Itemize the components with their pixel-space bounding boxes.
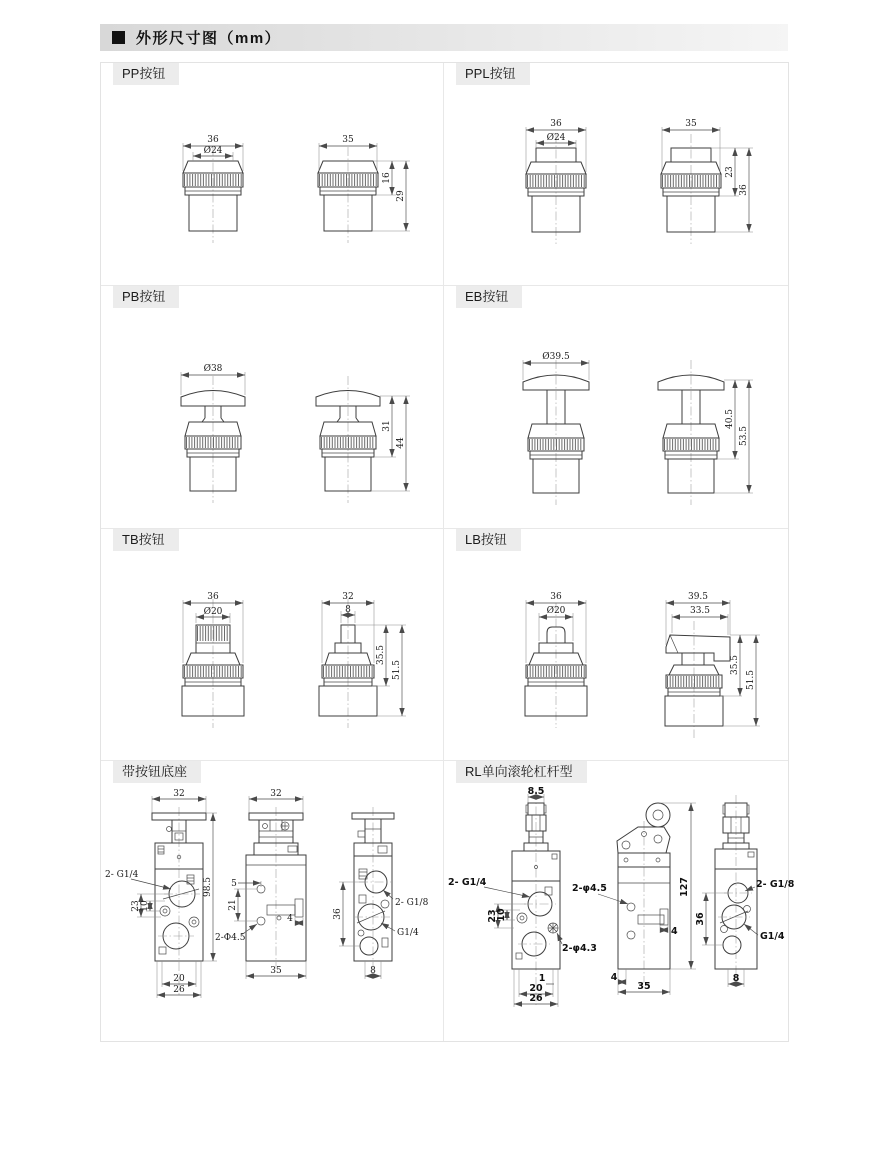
dim-label: 32 — [270, 789, 282, 799]
port-label: 2- G1/4 — [448, 877, 487, 888]
pp-front-view — [183, 135, 243, 243]
lb-side-view — [665, 592, 760, 738]
lb-front-view — [525, 592, 587, 728]
eb-drawing — [444, 316, 787, 521]
panel-ppl — [444, 63, 788, 286]
lb-drawing — [444, 569, 787, 759]
pb-side-view — [316, 376, 410, 503]
dim-label: 26 — [173, 985, 185, 995]
dim-label: Ø39.5 — [542, 352, 570, 362]
dim-label: 51.5 — [746, 669, 756, 691]
base-front-view — [105, 789, 217, 998]
panel-eb — [444, 286, 788, 529]
port-label: 2- G1/4 — [105, 870, 139, 880]
dim-label: Ø38 — [203, 364, 223, 374]
rl-back-view — [695, 795, 795, 987]
dim-label: 16 — [382, 172, 392, 184]
dim-label: 40.5 — [725, 408, 735, 430]
tb-front-view — [182, 592, 244, 728]
page-title: 外形尺寸图（mm） — [136, 30, 282, 47]
dim-label: 23 — [487, 909, 498, 923]
dim-label: 8 — [732, 973, 740, 984]
dim-label: Ø24 — [546, 133, 566, 143]
panel-tb-title: TB按钮 — [113, 529, 179, 551]
pp-drawing — [101, 113, 444, 293]
eb-side-view — [658, 360, 753, 505]
ppl-side-view — [661, 119, 753, 244]
panel-lb — [444, 529, 788, 761]
dim-label: 51.5 — [392, 659, 402, 681]
dim-label: 20 — [173, 974, 185, 984]
dim-label: 127 — [679, 877, 690, 897]
dim-label: 35.5 — [376, 644, 386, 666]
panel-rl — [444, 761, 795, 1041]
dim-label: 20 — [529, 983, 543, 994]
hole-label: 2-φ4.3 — [562, 943, 597, 954]
dim-label: 35 — [685, 119, 697, 129]
dim-label: 8 — [370, 966, 376, 976]
dim-label: 4 — [287, 914, 293, 924]
panel-pb-title: PB按钮 — [113, 286, 179, 308]
dim-label: 8.5 — [527, 786, 545, 797]
dim-label: 36 — [333, 908, 343, 920]
dim-label: 44 — [396, 437, 406, 449]
dim-label: 5 — [231, 879, 237, 889]
dim-label: Ø20 — [203, 607, 223, 617]
eb-front-view — [523, 351, 589, 505]
port-label: 2- G1/8 — [756, 879, 795, 890]
dim-label: 4 — [610, 972, 618, 983]
tb-side-view — [319, 592, 406, 728]
panel-rl-title: RL单向滚轮杠杆型 — [456, 761, 587, 783]
tb-drawing — [101, 569, 444, 759]
dim-label: 35 — [637, 981, 651, 992]
ppl-front-view — [526, 119, 586, 244]
pb-front-view — [181, 363, 245, 503]
dim-label: 98.5 — [203, 876, 213, 898]
base-side-view — [215, 789, 306, 979]
dim-label: 35 — [342, 135, 354, 145]
dim-label: 21 — [228, 899, 238, 911]
dim-label: 36 — [550, 119, 562, 129]
dim-label: 26 — [529, 993, 543, 1004]
panel-base-title: 带按钮底座 — [113, 761, 201, 783]
dim-label: 35 — [270, 966, 282, 976]
panel-tb — [101, 529, 444, 761]
dim-label: 36 — [695, 912, 706, 926]
dim-label: 36 — [739, 184, 749, 196]
dim-label: 10 — [140, 900, 150, 912]
dim-label: 29 — [396, 190, 406, 202]
dim-label: 31 — [382, 420, 392, 432]
dim-label: Ø24 — [203, 146, 223, 156]
dim-label: 8 — [345, 605, 351, 615]
port-label: G1/4 — [760, 931, 785, 942]
section-header — [100, 24, 788, 51]
panel-pp-title: PP按钮 — [113, 63, 179, 85]
dim-label: 53.5 — [739, 425, 749, 447]
base-drawing — [101, 787, 444, 1041]
rl-side-view — [572, 803, 696, 995]
panel-base — [101, 761, 444, 1041]
dim-label: 1 — [538, 973, 546, 984]
hole-label: 2-Φ4.5 — [215, 933, 246, 943]
dim-label: 36 — [207, 592, 219, 602]
dim-label: 35.5 — [730, 654, 740, 676]
dim-label: 23 — [131, 900, 141, 912]
panel-pp — [101, 63, 444, 286]
dim-label: 32 — [173, 789, 185, 799]
dim-label: 33.5 — [689, 606, 711, 616]
dimension-panels-grid — [100, 62, 795, 1042]
dim-label: 32 — [342, 592, 354, 602]
port-label: G1/4 — [397, 928, 419, 938]
panel-ppl-title: PPL按钮 — [456, 63, 530, 85]
dim-label: 36 — [207, 135, 219, 145]
rl-drawing — [444, 786, 795, 1041]
panel-lb-title: LB按钮 — [456, 529, 521, 551]
pp-side-view — [318, 135, 410, 243]
panel-eb-title: EB按钮 — [456, 286, 522, 308]
dim-label: 23 — [725, 166, 735, 178]
ppl-drawing — [444, 108, 787, 293]
dim-label: 4 — [671, 926, 678, 937]
hole-label: 2-φ4.5 — [572, 883, 607, 894]
dim-label: 39.5 — [687, 592, 709, 602]
base-back-view — [333, 807, 429, 979]
dim-label: 36 — [550, 592, 562, 602]
dim-label: Ø20 — [546, 606, 566, 616]
dim-label: 10 — [496, 908, 507, 922]
pb-drawing — [101, 326, 444, 526]
rl-front-view — [448, 786, 597, 1007]
port-label: 2- G1/8 — [395, 898, 429, 908]
section-marker-icon — [112, 31, 125, 44]
panel-pb — [101, 286, 444, 529]
